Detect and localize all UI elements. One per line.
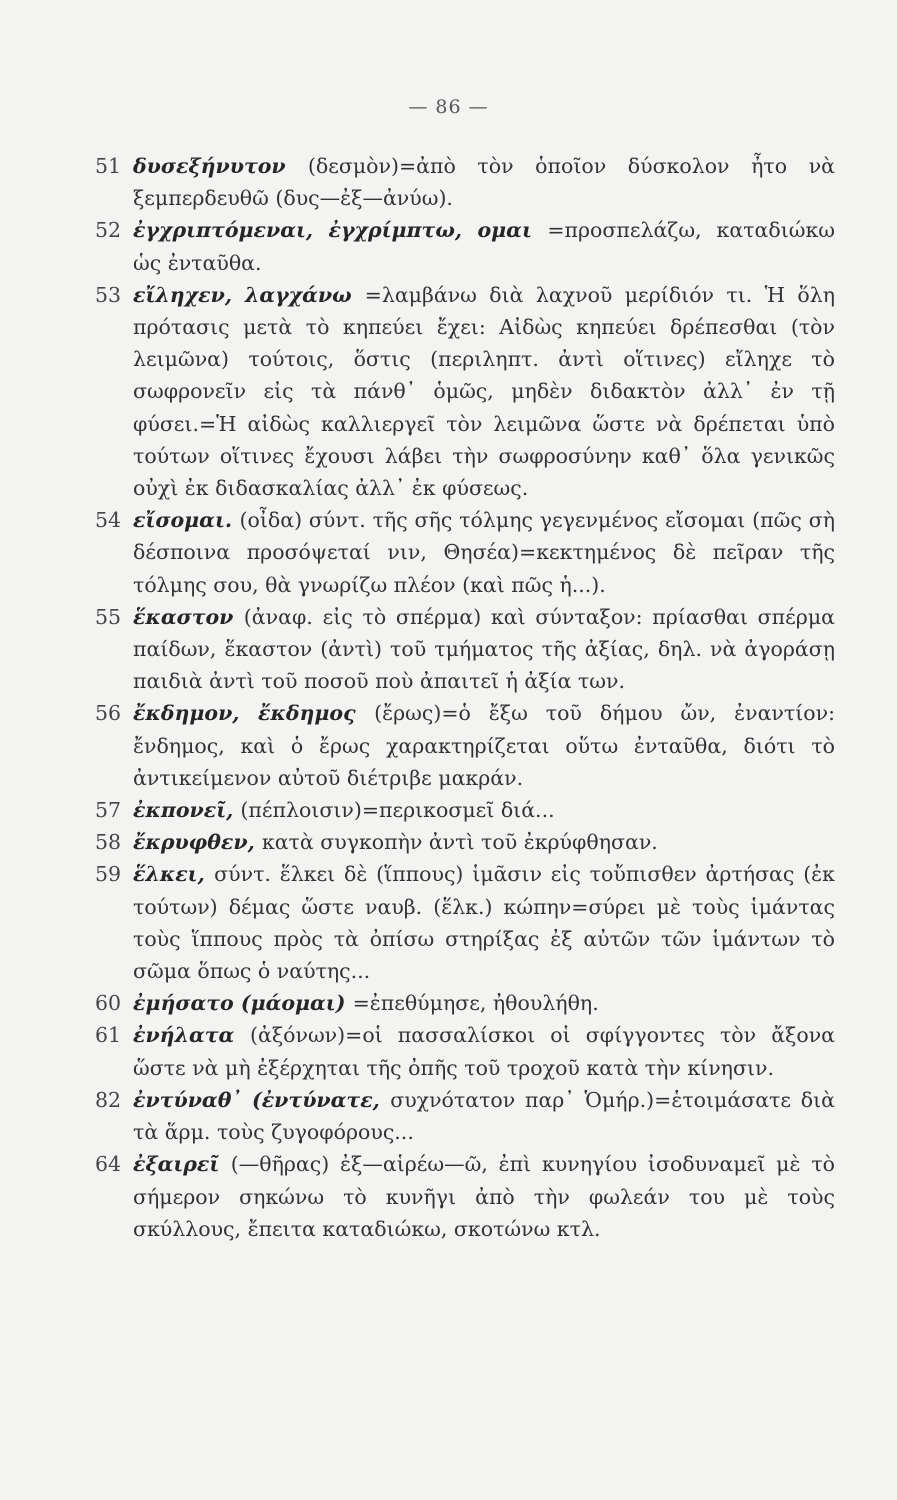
entry-gloss: =προσπελάζω, καταδιώκω ὡς ἐνταῦθα. xyxy=(133,218,835,275)
entry-58 xyxy=(95,826,835,858)
entry-53 xyxy=(95,279,835,504)
entry-number: 64 xyxy=(95,1152,122,1177)
entry-term: ἐκπονεῖ, xyxy=(133,798,241,823)
entry-59 xyxy=(95,858,835,987)
entry-52 xyxy=(95,214,835,278)
entry-51 xyxy=(95,150,835,214)
page-number: — 86 — xyxy=(408,96,489,118)
entry-number: 52 xyxy=(95,218,122,243)
entry-gloss: κατὰ συγκοπὴν ἀντὶ τοῦ ἐκρύφθησαν. xyxy=(261,830,658,855)
entry-gloss: (δεσμὸν)=ἀπὸ τὸν ὁποῖον δύσκολον ἦτο νὰ ξεμπερδευθῶ (δυς—ἐξ—ἀνύω). xyxy=(133,154,835,211)
entry-gloss: συχνότατον παρ᾽ Ὁμήρ.)=ἑτοιμάσατε διὰ τὰ ἅρμ. τοὺς ζυγοφόρους... xyxy=(133,1087,835,1145)
entry-term: ἐνήλατα xyxy=(133,1023,251,1048)
entry-number: 53 xyxy=(95,282,122,307)
entry-number: 82 xyxy=(95,1087,122,1112)
entry-term: ἕλκει, xyxy=(133,862,215,887)
entry-term: ἔκρυφθεν, xyxy=(133,830,262,855)
entry-term: δυσεξήνυτον xyxy=(133,154,308,178)
entry-gloss: (ἀξόνων)=οἱ πασσαλίσκοι οἱ σφίγγοντες τὸν ἄξονα ὥστε νὰ μὴ ἐξέρχηται τῆς ὀπῆς τοῦ τροχοῦ κατὰ τὴν κίνησιν. xyxy=(133,1023,835,1080)
entry-gloss: =λαμβάνω διὰ λαχνοῦ μερίδιόν τι. Ἡ ὅλη πρότασις μετὰ τὸ κηπεύει ἔχει: Αἰδὼς κηπεύει δρέπεσθαι (τὸν λειμῶνα) τούτοις, ὅστις (περιληπτ. ἀντὶ οἵτινες) εἴληχε τὸ σωφρονεῖν εἰς τὰ πάνθ᾽ ὁμῶς, μηδὲν διδακτὸν ἀλλ᾽ ἐν τῇ φύσει.=Ἡ αἰδὼς καλλιεργεῖ τὸν λειμῶνα ὥστε νὰ δρέπεται ὑπὸ τούτων οἵτινες ἔχουσι λάβει τὴν σωφροσύνην καθ᾽ ὅλα γενικῶς οὐχὶ ἐκ διδασκαλίας ἀλλ᾽ ἐκ φύσεως. xyxy=(133,282,835,501)
entry-57 xyxy=(95,794,835,826)
entry-gloss: (ἔρως)=ὁ ἔξω τοῦ δήμου ὤν, ἐναντίον: ἔνδημος, καὶ ὁ ἔρως χαρακτηρίζεται οὕτω ἐνταῦθα, διότι τὸ ἀντικείμενον αὐτοῦ διέτριβε μακράν. xyxy=(133,701,835,790)
entry-gloss: (—θῆρας) ἐξ—αἱρέω—ῶ, ἐπὶ κυνηγίου ἰσοδυναμεῖ μὲ τὸ σήμερον σηκώνω τὸ κυνῆγι ἀπὸ τὴν φωλεάν του μὲ τοὺς σκύλλους, ἔπειτα καταδιώκω, σκοτώνω κτλ. xyxy=(133,1152,836,1241)
entry-gloss: σύντ. ἕλκει δὲ (ἵππους) ἱμᾶσιν εἰς τοὔπισθεν ἀρτήσας (ἐκ τούτων) δέμας ὥστε ναυβ. (ἕλκ.) κώπην=σύρει μὲ τοὺς ἱμάντας τοὺς ἵππους πρὸς τὰ ὀπίσω στηρίξας ἐξ αὐτῶν τῶν ἱμάντων τὸ σῶμα ὅπως ὁ ναύτης... xyxy=(133,862,835,984)
entry-number: 58 xyxy=(95,830,122,855)
entry-number: 57 xyxy=(95,798,122,823)
entry-term: εἴληχεν, λαγχάνω xyxy=(133,282,365,307)
entry-term: ἔκδημον, ἔκδημος xyxy=(133,701,375,726)
entry-60 xyxy=(95,987,835,1019)
entry-54 xyxy=(95,504,835,601)
glossary-entries xyxy=(95,150,835,1245)
entry-gloss: (ἀναφ. εἰς τὸ σπέρμα) καὶ σύνταξον: πρίασθαι σπέρμα παίδων, ἕκαστον (ἀντὶ) τοῦ τμήματος τῆς ἀξίας, δηλ. νὰ ἀγοράσῃ παιδιὰ ἀντὶ τοῦ ποσοῦ ποὺ ἀπαιτεῖ ἡ ἀξία των. xyxy=(133,604,835,694)
entry-number: 60 xyxy=(95,991,122,1016)
entry-number: 51 xyxy=(95,154,122,178)
entry-gloss: (οἶδα) σύντ. τῆς σῆς τόλμης γεγενμένος εἴσομαι (πῶς σὴ δέσποινα προσόψεταί νιν, Θησέα)=κεκτημένος δὲ πεῖραν τῆς τόλμης σου, θὰ γνωρίζω πλέον (καὶ πῶς ἡ...). xyxy=(133,508,835,597)
entry-term: ἐμήσατο (μάομαι) xyxy=(133,991,353,1016)
entry-term: ἐξαιρεῖ xyxy=(133,1152,231,1177)
entry-number: 61 xyxy=(95,1023,122,1048)
entry-gloss: =ἐπεθύμησε, ἠθουλήθη. xyxy=(352,991,599,1016)
entry-term: εἴσομαι. xyxy=(133,508,240,533)
entry-62 xyxy=(95,1084,835,1148)
entry-number: 54 xyxy=(95,508,122,533)
entry-term: ἐντύναθ᾽ (ἐντύνατε, xyxy=(133,1087,391,1112)
entry-56 xyxy=(95,697,835,794)
entry-number: 56 xyxy=(95,701,122,726)
entry-number: 55 xyxy=(95,604,122,629)
entry-number: 59 xyxy=(95,862,122,887)
entry-64 xyxy=(95,1148,835,1245)
entry-55 xyxy=(95,601,835,698)
entry-gloss: (πέπλοισιν)=περικοσμεῖ διά... xyxy=(240,798,555,823)
entry-term: ἐγχριπτόμεναι, ἐγχρίμπτω, ομαι xyxy=(133,218,548,243)
entry-term: ἕκαστον xyxy=(133,604,244,629)
entry-61 xyxy=(95,1019,835,1083)
